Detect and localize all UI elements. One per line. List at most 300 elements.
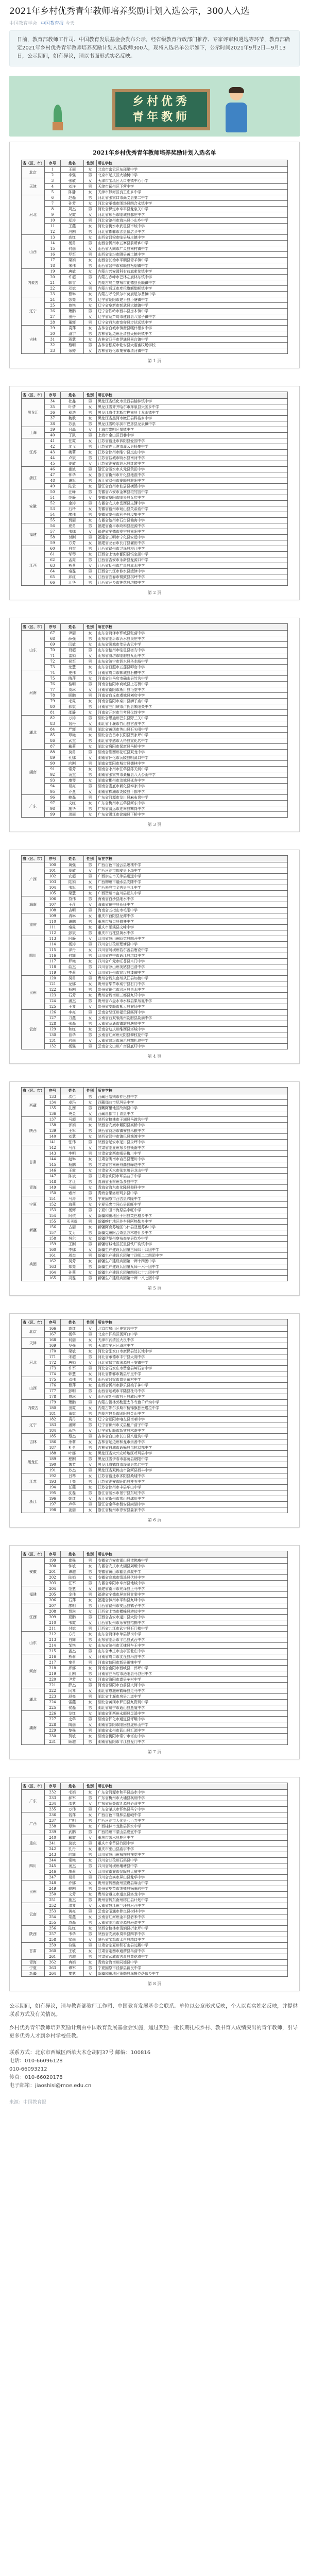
name-cell: 杨勇 [61, 241, 84, 246]
table-row [22, 1615, 288, 1620]
name-cell: 夏勇 [61, 523, 84, 529]
sex-cell: 女 [84, 1835, 97, 1841]
sex-cell: 女 [84, 178, 97, 184]
name-cell: 秦霞 [61, 925, 84, 930]
table-row [22, 563, 288, 569]
sex-cell: 女 [84, 947, 97, 953]
name-cell: 泽丹 [61, 947, 84, 953]
sex-cell: 女 [84, 789, 97, 795]
table-row [22, 687, 288, 693]
name-cell: 杨强 [61, 1044, 84, 1049]
table-row [22, 1434, 288, 1439]
name-cell: 赵琳 [61, 1157, 84, 1162]
school-cell: 浙江省衢州市开化县池淮中学 [97, 472, 288, 478]
name-cell: 普华 [61, 1032, 84, 1038]
column-header: 所在学校 [97, 856, 288, 862]
sex-cell: 女 [84, 292, 97, 297]
name-cell: 邵静 [61, 710, 84, 716]
sex-cell: 男 [84, 1456, 97, 1462]
number-cell: 221 [45, 1683, 61, 1688]
number-cell: 255 [45, 1920, 61, 1926]
name-cell: 陆云 [61, 484, 84, 489]
number-cell: 14 [45, 241, 61, 246]
number-cell: 58 [45, 535, 61, 540]
sex-cell: 男 [84, 1683, 97, 1688]
name-cell: 梁丽 [61, 1937, 84, 1943]
school-cell: 宁夏固原市泾源县新民中学 [97, 1965, 288, 1971]
name-cell: 和红 [61, 1027, 84, 1032]
name-cell: 毛娟 [61, 1790, 84, 1795]
number-cell: 191 [45, 1468, 61, 1473]
table-row [22, 450, 288, 455]
table-row [22, 1739, 288, 1745]
school-cell: 山东省菏泽市单县浮岗中学 [97, 1632, 288, 1637]
school-cell: 广东省韶关市乳源县必背中学 [97, 1801, 288, 1807]
sex-cell: 女 [84, 258, 97, 263]
sex-cell: 男 [84, 874, 97, 879]
table-row [22, 1818, 288, 1824]
school-cell: 山东省聊城市莘县古云中学 [97, 642, 288, 648]
document-page [9, 386, 300, 600]
sex-cell: 男 [84, 964, 97, 970]
name-cell: 袁丹 [61, 1417, 84, 1422]
number-cell: 46 [45, 467, 61, 472]
table-row [22, 1445, 288, 1451]
intro-box: 日前，教育部教师工作司、中国教育发展基金会发布公示，经省级教育行政部门推荐、专家评审和遴选等环节，教育部确定2021年乡村优秀青年教师培养奖励计划入选教师300人，现将入选名单公示如下，公示时间2021年9月2日—9月13日，公示期间，如有异议，请以书面形式实名反映。 [9, 30, 300, 66]
table-row [22, 1558, 288, 1564]
school-cell: 海南省白沙县细水中学 [97, 896, 288, 902]
number-cell: 137 [45, 1117, 61, 1123]
school-cell: 黑龙江省鹤岗市绥滨县忠仁中学 [97, 1462, 288, 1468]
document-page [9, 1313, 300, 1528]
school-cell: 江西省九江市武宁县石门楼中学 [97, 1626, 288, 1632]
table-row [22, 427, 288, 433]
sex-cell: 男 [84, 1615, 97, 1620]
sex-cell: 女 [84, 1270, 97, 1276]
number-cell: 81 [45, 710, 61, 716]
sex-cell: 女 [84, 201, 97, 207]
table-row [22, 1660, 288, 1666]
sex-cell: 男 [84, 1400, 97, 1405]
province-cell: 黑龙江 [22, 1451, 45, 1473]
school-cell: 福建省宁德市屏南县甘棠中学 [97, 1592, 288, 1598]
number-cell: 4 [45, 184, 61, 190]
school-cell: 贵州省黔南州三都县九阡中学 [97, 993, 288, 998]
number-cell: 261 [45, 1954, 61, 1960]
table-row [22, 925, 288, 930]
table-row [22, 173, 288, 178]
sex-cell: 男 [84, 942, 97, 947]
table-row [22, 326, 288, 331]
table-row [22, 868, 288, 874]
table-row [22, 1734, 288, 1739]
page-number: 第 7 页 [147, 1750, 162, 1754]
school-cell: 重庆市彭水县鹿角中学 [97, 1835, 288, 1841]
column-header: 性别 [84, 624, 97, 631]
province-cell: 四川 [22, 936, 45, 976]
number-cell: 201 [45, 1569, 61, 1575]
number-cell: 235 [45, 1807, 61, 1812]
sex-cell: 女 [84, 1371, 97, 1377]
column-header: 序号 [45, 624, 61, 631]
number-cell: 160 [45, 1247, 61, 1253]
name-cell: 曹琳 [61, 292, 84, 297]
sex-cell: 男 [84, 1242, 97, 1247]
table-row [22, 806, 288, 812]
name-cell: 杨鹏 [61, 1162, 84, 1168]
page-gap [0, 1528, 309, 1545]
document-page [9, 1777, 300, 1991]
sex-cell: 男 [84, 229, 97, 235]
sex-cell: 女 [84, 1824, 97, 1829]
number-cell: 61 [45, 552, 61, 557]
phone-1[interactable]: 010-66096128 [25, 2058, 63, 2064]
table-row [22, 1230, 288, 1236]
sex-cell: 女 [84, 1620, 97, 1626]
table-row [22, 1603, 288, 1609]
sex-cell: 男 [84, 636, 97, 642]
school-cell: 江西省抚州市广昌县赤水中学 [97, 563, 288, 569]
name-cell: 韦霞 [61, 1620, 84, 1626]
school-cell: 贵州省遵义市道真县洛龙中学 [97, 1892, 288, 1897]
name-cell: 潘宇 [61, 331, 84, 337]
article-source-name[interactable]: 中国教育报 [40, 21, 64, 26]
school-cell: 山东省临沂市平邑县武台中学 [97, 1637, 288, 1643]
number-cell: 197 [45, 1502, 61, 1507]
number-cell: 188 [45, 1451, 61, 1456]
number-cell: 109 [45, 913, 61, 919]
sex-cell: 女 [84, 1485, 97, 1490]
number-cell: 149 [45, 1185, 61, 1191]
school-cell: 福建省宁德市寿宁县南阳中学 [97, 529, 288, 535]
table-row [22, 1897, 288, 1903]
sex-cell: 女 [84, 1383, 97, 1388]
school-cell: 江苏省盐城市响水县南河中学 [97, 455, 288, 461]
school-cell: 云南省怒江州福贡县匹河中学 [97, 1010, 288, 1015]
province-cell: 甘肃 [22, 1145, 45, 1179]
table-row [22, 1394, 288, 1400]
sex-cell: 女 [84, 472, 97, 478]
number-cell: 263 [45, 1965, 61, 1971]
page-number: 第 2 页 [147, 590, 162, 595]
name-cell: 吕晶 [61, 427, 84, 433]
name-cell: 崔波 [61, 467, 84, 472]
school-cell: 北京市房山区史家营中学 [97, 1326, 288, 1332]
table-row [22, 540, 288, 546]
name-cell: 董斌 [61, 1411, 84, 1417]
number-cell: 69 [45, 642, 61, 648]
school-cell: 广西来宾市金秀县三江中学 [97, 885, 288, 891]
number-cell: 219 [45, 1671, 61, 1677]
name-cell: 韦娜 [61, 529, 84, 535]
sex-cell: 女 [84, 1971, 97, 1977]
number-cell: 7 [45, 201, 61, 207]
sex-cell: 男 [84, 320, 97, 326]
number-cell: 60 [45, 546, 61, 552]
number-cell: 229 [45, 1728, 61, 1734]
name-cell: 陶丽 [61, 1722, 84, 1728]
number-cell: 39 [45, 427, 61, 433]
table-row [22, 947, 288, 953]
number-cell: 238 [45, 1824, 61, 1829]
number-cell: 143 [45, 1151, 61, 1157]
sex-cell: 女 [84, 1213, 97, 1219]
school-cell: 河北省邢台市临城县郝庄中学 [97, 212, 288, 218]
school-cell: 山东省枣庄市山亭区北庄中学 [97, 1649, 288, 1654]
number-cell: 73 [45, 665, 61, 670]
page-gap [0, 600, 309, 618]
table-row [22, 1937, 288, 1943]
column-header: 姓名 [61, 160, 84, 167]
table-row [22, 789, 288, 795]
banner-line-2: 青年教师 [132, 111, 190, 124]
table-row [22, 1569, 288, 1575]
number-cell: 72 [45, 659, 61, 665]
school-cell: 江西省吉安市永新县龙源口中学 [97, 557, 288, 563]
school-cell: 新疆和田地区于田县英巴格乡中学 [97, 1213, 288, 1219]
school-cell: 甘肃省庆阳市环县曲子中学 [97, 1174, 288, 1179]
name-cell: 韦华 [61, 1931, 84, 1937]
school-cell: 安徽省安庆市岳西县主簿中学 [97, 501, 288, 506]
sex-cell: 男 [84, 1434, 97, 1439]
table-row [22, 455, 288, 461]
table-row [22, 1276, 288, 1281]
phone-2[interactable]: 010-66093212 [9, 2066, 47, 2072]
table-row [22, 1337, 288, 1343]
table-row [22, 1858, 288, 1863]
table-row [22, 1666, 288, 1671]
number-cell: 184 [45, 1428, 61, 1434]
name-cell: 余莉 [61, 1439, 84, 1445]
name-cell: 叶倩 [61, 404, 84, 410]
school-cell: 甘肃省临夏州积石山县癿藏中学 [97, 1943, 288, 1948]
school-cell: 云南省临沧市沧源县班洪中学 [97, 1920, 288, 1926]
province-cell: 兵团 [22, 1247, 45, 1281]
number-cell: 186 [45, 1439, 61, 1445]
number-cell: 5 [45, 190, 61, 195]
number-cell: 244 [45, 1858, 61, 1863]
number-cell: 217 [45, 1660, 61, 1666]
name-cell: 贺敏 [61, 1734, 84, 1739]
school-cell: 湖南省岳阳市平江县龙门中学 [97, 1739, 288, 1745]
sex-cell: 女 [84, 326, 97, 331]
sex-cell: 男 [84, 1592, 97, 1598]
number-cell: 174 [45, 1371, 61, 1377]
number-cell: 210 [45, 1620, 61, 1626]
sex-cell: 男 [84, 1479, 97, 1485]
name-cell: 常艳 [61, 1858, 84, 1863]
table-row [22, 523, 288, 529]
table-row [22, 1598, 288, 1603]
name-cell: 梁娟 [61, 258, 84, 263]
sex-cell: 女 [84, 1185, 97, 1191]
column-header: 所在学校 [97, 392, 288, 399]
article-source[interactable]: 中国教育学会 [9, 21, 38, 26]
number-cell: 10 [45, 218, 61, 224]
table-row [22, 1264, 288, 1270]
name-cell: 何丽 [61, 246, 84, 252]
table-row [22, 461, 288, 467]
sex-cell: 男 [84, 919, 97, 925]
table-row [22, 1954, 288, 1960]
school-cell: 内蒙古锡林郭勒盟太仆寺旗千斤沟中学 [97, 1400, 288, 1405]
number-cell: 131 [45, 1038, 61, 1044]
sex-cell: 女 [84, 1666, 97, 1671]
school-cell: 河南省商丘市虞城县刘店中学 [97, 693, 288, 699]
number-cell: 27 [45, 314, 61, 320]
number-cell: 91 [45, 767, 61, 772]
number-cell: 212 [45, 1632, 61, 1637]
table-row [22, 930, 288, 936]
sex-cell: 男 [84, 1637, 97, 1643]
number-cell: 185 [45, 1434, 61, 1439]
school-cell: 安徽省六安市金寨县斑竹园中学 [97, 489, 288, 495]
table-row [22, 343, 288, 348]
sex-cell: 女 [84, 1027, 97, 1032]
number-cell: 107 [45, 902, 61, 908]
sex-cell: 男 [84, 1739, 97, 1745]
number-cell: 118 [45, 964, 61, 970]
email-address[interactable]: jiaoshisi@moe.edu.cn [35, 2083, 92, 2089]
province-cell: 内蒙古 [22, 269, 45, 297]
table-row [22, 1196, 288, 1202]
table-row [22, 1157, 288, 1162]
sex-cell: 女 [84, 337, 97, 343]
table-row [22, 704, 288, 710]
school-cell: 甘肃省定西市岷县梅川中学 [97, 1151, 288, 1157]
name-cell: 任燕 [61, 1485, 84, 1490]
table-row [22, 1106, 288, 1111]
page-gap [0, 368, 309, 386]
number-cell: 112 [45, 930, 61, 936]
sex-cell: 男 [84, 501, 97, 506]
school-cell: 甘肃省定西市通渭县马营中学 [97, 1948, 288, 1954]
name-cell: 郭娟 [61, 1123, 84, 1128]
sex-cell: 男 [84, 1569, 97, 1575]
table-row [22, 1694, 288, 1700]
number-cell: 167 [45, 1332, 61, 1337]
name-cell: 田丹 [61, 314, 84, 320]
province-cell: 山西 [22, 1377, 45, 1400]
sex-cell: 女 [84, 1134, 97, 1140]
name-cell: 施杰 [61, 1897, 84, 1903]
number-cell: 218 [45, 1666, 61, 1671]
sex-cell: 女 [84, 1236, 97, 1242]
name-cell: 崔强 [61, 1558, 84, 1564]
sex-cell: 女 [84, 1586, 97, 1592]
school-cell: 广东省梅州市五华县河东中学 [97, 801, 288, 806]
number-cell: 11 [45, 224, 61, 229]
province-cell: 四川 [22, 1852, 45, 1880]
school-cell: 广西贺州市富川县朝东中学 [97, 891, 288, 896]
name-cell: 冉娟 [61, 1960, 84, 1965]
name-cell: 蒙燕 [61, 1914, 84, 1920]
province-cell: 云南 [22, 1903, 45, 1926]
table-row [22, 665, 288, 670]
page-gap [0, 1759, 309, 1777]
sex-cell: 男 [84, 1841, 97, 1846]
column-header: 性别 [84, 160, 97, 167]
table-row [22, 297, 288, 303]
table-row [22, 1400, 288, 1405]
table-row [22, 812, 288, 818]
sex-cell: 女 [84, 1111, 97, 1117]
school-cell: 湖南省永州市蓝山县汇源中学 [97, 1728, 288, 1734]
table-row [22, 235, 288, 241]
table-row [22, 744, 288, 750]
province-cell: 广东 [22, 1790, 45, 1812]
sex-cell: 男 [84, 1863, 97, 1869]
table-row [22, 1117, 288, 1123]
province-cell: 河北 [22, 195, 45, 235]
table-row [22, 642, 288, 648]
sex-cell: 男 [84, 580, 97, 586]
number-cell: 181 [45, 1411, 61, 1417]
sex-cell: 女 [84, 1428, 97, 1434]
name-cell: 孙燕 [61, 1270, 84, 1276]
number-cell: 78 [45, 693, 61, 699]
name-cell: 何辉 [61, 953, 84, 959]
school-cell: 天津市宝坻区大口屯镇中心小学 [97, 178, 288, 184]
name-cell: 索南 [61, 1191, 84, 1196]
table-row [22, 1354, 288, 1360]
sex-cell: 女 [84, 1259, 97, 1264]
name-cell: 彭斌 [61, 930, 84, 936]
number-cell: 162 [45, 1259, 61, 1264]
sex-cell: 女 [84, 959, 97, 964]
number-cell: 196 [45, 1496, 61, 1502]
number-cell: 141 [45, 1140, 61, 1145]
number-cell: 165 [45, 1276, 61, 1281]
table-row [22, 970, 288, 976]
table-row [22, 495, 288, 501]
table-row [22, 438, 288, 444]
number-cell: 92 [45, 772, 61, 778]
document-page [9, 1081, 300, 1296]
name-cell: 赖刚 [61, 1886, 84, 1892]
article-title: 2021年乡村优秀青年教师培养奖励计划入选公示，300人入选 [9, 6, 250, 16]
school-cell: 甘肃省陇南市宕昌县理川中学 [97, 1157, 288, 1162]
name-cell: 王琴 [61, 1004, 84, 1010]
sex-cell: 男 [84, 1728, 97, 1734]
province-cell: 江苏 [22, 1473, 45, 1490]
outro-paragraph: 公示期间，如有异议，请与教育部教师工作司、中国教育发展基金会联系。单位以公章形式反映，个人以真实姓名反映，并提供联系方式及有关情况。 [9, 2004, 298, 2018]
school-cell: 河南省濮阳市台前县夹河中学 [97, 1683, 288, 1688]
sex-cell: 男 [84, 885, 97, 891]
school-cell: 青海省玉树州杂多县中学 [97, 1179, 288, 1185]
number-cell: 51 [45, 495, 61, 501]
name-cell: 洪丽 [61, 812, 84, 818]
table-row [22, 1496, 288, 1502]
number-cell: 53 [45, 506, 61, 512]
number-cell: 55 [45, 518, 61, 523]
sex-cell: 女 [84, 1722, 97, 1728]
table-row [22, 1377, 288, 1383]
number-cell: 26 [45, 309, 61, 314]
sex-cell: 女 [84, 212, 97, 218]
sex-cell: 男 [84, 908, 97, 913]
name-cell: 乔燕 [61, 789, 84, 795]
number-cell: 252 [45, 1903, 61, 1909]
name-cell: 莫斌 [61, 1841, 84, 1846]
name-cell: 符伟 [61, 896, 84, 902]
table-row [22, 902, 288, 908]
number-cell: 38 [45, 421, 61, 427]
school-cell: 安徽省六安市霍山县诸佛庵中学 [97, 1558, 288, 1564]
number-cell: 94 [45, 784, 61, 789]
sex-cell: 男 [84, 1128, 97, 1134]
number-cell: 105 [45, 891, 61, 896]
